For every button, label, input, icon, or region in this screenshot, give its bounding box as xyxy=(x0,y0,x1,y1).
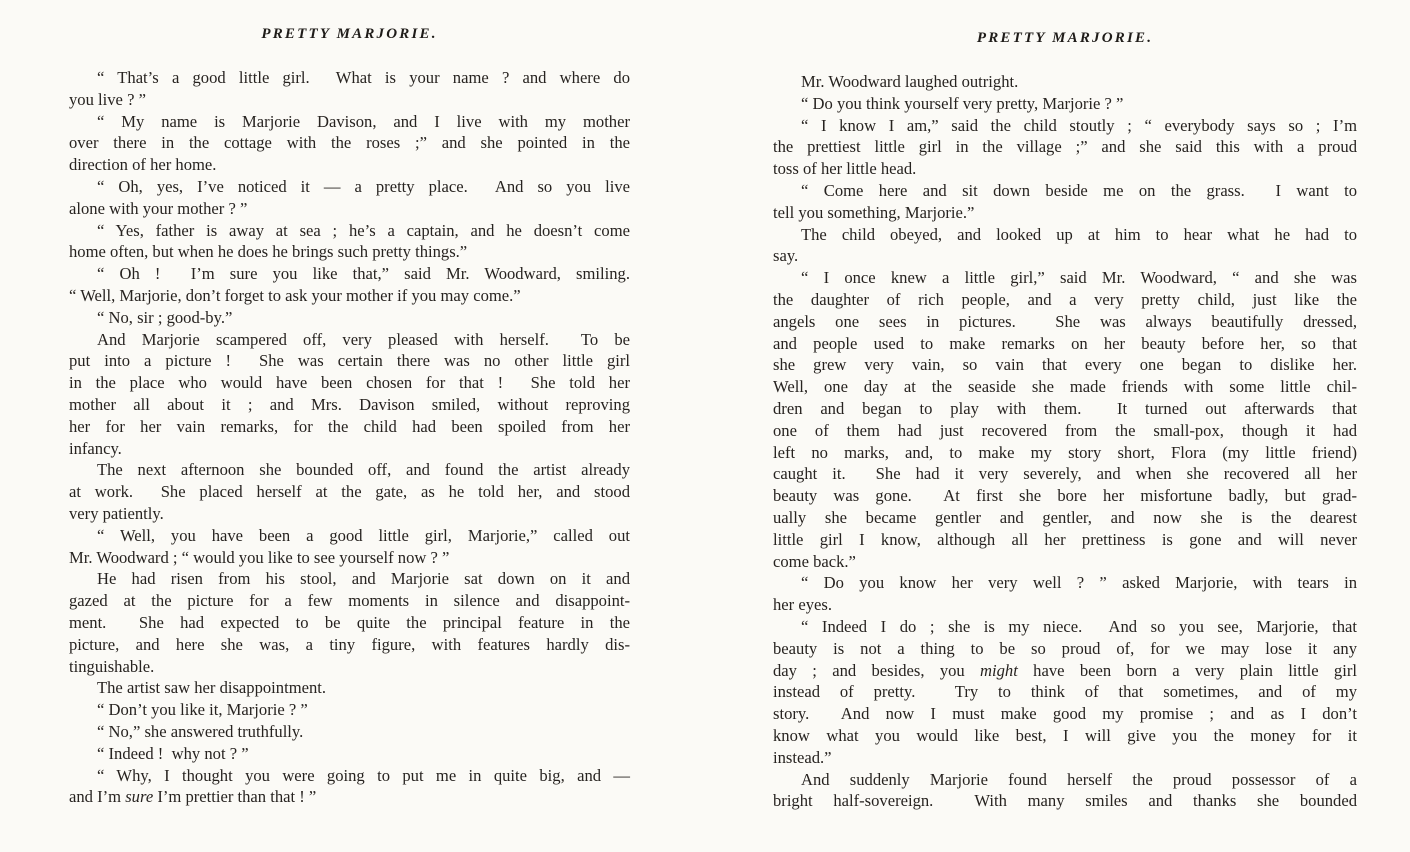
paragraph xyxy=(773,572,1357,616)
text-line: at work. She placed herself at the gate, as he told her, and stood xyxy=(69,482,630,502)
text-line: “ I once knew a little girl,” said Mr. Woodward, “ and she was xyxy=(801,268,1357,288)
paragraph xyxy=(69,721,630,743)
paragraph xyxy=(69,329,630,460)
text-line: and people used to make remarks on her beauty before her, so that xyxy=(773,333,1357,353)
paragraph xyxy=(69,263,630,307)
paragraph xyxy=(69,111,630,176)
text-line: Mr. Woodward ; “ would you like to see yourself now ? ” xyxy=(69,547,450,567)
page-body-left xyxy=(69,67,630,808)
text-line: And Marjorie scampered off, very pleased with herself. To be xyxy=(97,329,630,349)
text-line: “ No,” she answered truthfully. xyxy=(97,721,304,741)
text-line: left no marks, and, to make my story short, Flora (my little friend) xyxy=(773,442,1357,462)
text-line: home often, but when he does he brings such pretty things.” xyxy=(69,242,468,262)
text-line: bright half-sovereign. With many smiles and thanks she bounded xyxy=(773,791,1357,811)
text-line: tell you something, Marjorie.” xyxy=(773,202,975,222)
text-line: say. xyxy=(773,246,799,266)
text-line: dren and began to play with them. It turned out afterwards that xyxy=(773,398,1357,418)
text-line: you live ? ” xyxy=(69,89,146,109)
text-line: Well, one day at the seaside she made friends with some little chil- xyxy=(773,377,1357,397)
text-line: and I’m sure I’m prettier than that ! ” xyxy=(69,787,317,807)
paragraph xyxy=(69,220,630,264)
text-line: angels one sees in pictures. She was always beautifully dressed, xyxy=(773,311,1357,331)
paragraph xyxy=(773,224,1357,268)
text-line: “ Don’t you like it, Marjorie ? ” xyxy=(97,700,308,720)
text-line: her eyes. xyxy=(773,595,832,615)
paragraph xyxy=(69,743,630,765)
paragraph xyxy=(69,307,630,329)
text-line: ment. She had expected to be quite the principal feature in the xyxy=(69,612,630,632)
text-line: “ Indeed I do ; she is my niece. And so you see, Marjorie, that xyxy=(801,616,1357,636)
text-line: “ My name is Marjorie Davison, and I live with my mother xyxy=(97,111,630,131)
text-line: she grew very vain, so vain that every one began to dislike her. xyxy=(773,355,1357,375)
text-line: The artist saw her disappointment. xyxy=(97,678,327,698)
text-line: “ Yes, father is away at sea ; he’s a captain, and he doesn’t come xyxy=(97,220,630,240)
paragraph xyxy=(773,180,1357,224)
text-line: the prettiest little girl in the village ;” and she said this with a proud xyxy=(773,137,1357,157)
text-line: “ Oh ! I’m sure you like that,” said Mr. Woodward, smiling. xyxy=(97,264,630,284)
text-line: The child obeyed, and looked up at him to hear what he had to xyxy=(801,224,1357,244)
paragraph xyxy=(69,677,630,699)
text-line: put into a picture ! She was certain there was no other little girl xyxy=(69,351,630,371)
text-line: Mr. Woodward laughed outright. xyxy=(801,72,1019,91)
paragraph xyxy=(69,67,630,111)
running-head-left: PRETTY MARJORIE. xyxy=(261,26,438,42)
paragraph xyxy=(69,568,630,677)
text-line: alone with your mother ? ” xyxy=(69,198,248,218)
paragraph xyxy=(69,459,630,524)
text-line: beauty is not a thing to be so proud of, for we may lose it any xyxy=(773,638,1357,658)
text-line: “ Well, you have been a good little girl, Marjorie,” called out xyxy=(97,525,630,545)
text-line: The next afternoon she bounded off, and found the artist already xyxy=(97,460,630,480)
text-line: “ Why, I thought you were going to put me in quite big, and — xyxy=(97,765,630,785)
text-line: “ Do you know her very well ? ” asked Marjorie, with tears in xyxy=(801,573,1357,593)
paragraph xyxy=(773,769,1357,813)
text-line: “ Do you think yourself very pretty, Marjorie ? ” xyxy=(801,93,1124,113)
paragraph xyxy=(773,267,1357,572)
text-line: “ Oh, yes, I’ve noticed it — a pretty place. And so you live xyxy=(97,176,630,196)
text-line: beauty was gone. At first she bore her misfortune badly, but grad- xyxy=(773,486,1357,506)
text-line: the daughter of rich people, and a very pretty child, just like the xyxy=(773,289,1357,309)
running-head-right: PRETTY MARJORIE. xyxy=(976,30,1154,46)
text-line: picture, and here she was, a tiny figure, with features hardly dis- xyxy=(69,634,630,654)
text-line: toss of her little head. xyxy=(773,159,917,179)
page-left xyxy=(69,26,630,808)
text-line: over there in the cottage with the roses ;” and she pointed in the xyxy=(69,133,630,153)
text-line: mother all about it ; and Mrs. Davison smiled, without reproving xyxy=(69,394,630,414)
text-line: story. And now I must make good my promise ; and as I don’t xyxy=(773,704,1357,724)
text-line: And suddenly Marjorie found herself the proud possessor of a xyxy=(801,769,1357,789)
text-line: caught it. She had it very severely, and when she recovered all her xyxy=(773,464,1357,484)
text-line: tinguishable. xyxy=(69,656,155,676)
paragraph xyxy=(773,115,1357,180)
paragraph xyxy=(773,616,1357,769)
text-line: in the place who would have been chosen for that ! She told her xyxy=(69,373,630,393)
text-line: “ Come here and sit down beside me on the grass. I want to xyxy=(801,180,1357,200)
page-body-right xyxy=(773,71,1357,812)
text-line: “ I know I am,” said the child stoutly ; “ everybody says so ; I’m xyxy=(801,115,1357,135)
text-line: “ Well, Marjorie, don’t forget to ask your mother if you may come.” xyxy=(69,285,521,305)
text-line: direction of her home. xyxy=(69,155,217,175)
text-line: one of them had just recovered from the small-pox, though it had xyxy=(773,420,1357,440)
text-line: “ Indeed ! why not ? ” xyxy=(97,743,249,763)
paragraph xyxy=(69,525,630,569)
paragraph xyxy=(69,699,630,721)
text-line: very patiently. xyxy=(69,503,164,523)
text-line: “ No, sir ; good-by.” xyxy=(97,307,233,327)
text-line: ually she became gentler and gentler, and now she is the dearest xyxy=(773,507,1357,527)
text-line: day ; and besides, you might have been born a very plain little girl xyxy=(773,660,1357,680)
page-right xyxy=(773,30,1357,812)
text-line: gazed at the picture for a few moments in silence and disappoint- xyxy=(69,591,630,611)
paragraph xyxy=(773,93,1357,115)
paragraph xyxy=(69,765,630,809)
text-line: instead.” xyxy=(773,747,832,767)
text-line: her for her vain remarks, for the child had been spoiled from her xyxy=(69,416,630,436)
text-line: instead of pretty. Try to think of that sometimes, and of my xyxy=(773,682,1357,702)
text-line: “ That’s a good little girl. What is your name ? and where do xyxy=(97,68,630,87)
text-line: He had risen from his stool, and Marjorie sat down on it and xyxy=(97,569,630,589)
text-line: little girl I know, although all her prettiness is gone and will never xyxy=(773,529,1357,549)
text-line: come back.” xyxy=(773,551,856,571)
text-line: know what you would like best, I will give you the money for it xyxy=(773,725,1357,745)
paragraph xyxy=(69,176,630,220)
text-line: infancy. xyxy=(69,438,122,458)
paragraph xyxy=(773,71,1357,93)
